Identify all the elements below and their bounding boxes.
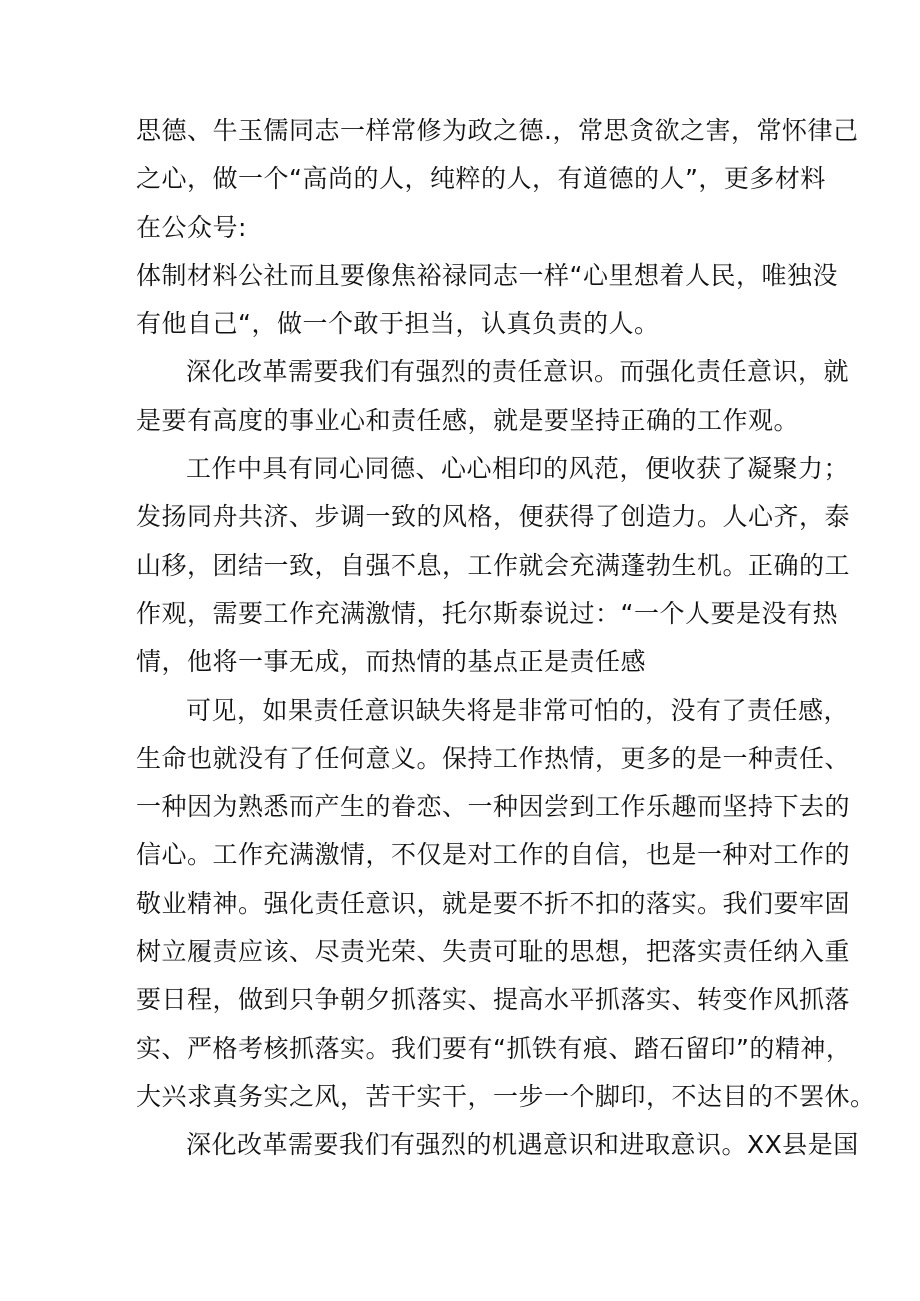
- document-body: [136, 107, 876, 1170]
- text-line: 生命也就没有了任何意义。保持工作热情，更多的是一种责任、: [136, 743, 851, 773]
- text-line: 是要有高度的事业心和责任感，就是要坚持正确的工作观。: [136, 405, 800, 435]
- paragraph-start-line: 深化改革需要我们有强烈的责任意识。而强化责任意识，就: [186, 357, 850, 387]
- text-line: 情，他将一事无成，而热情的基点正是责任感: [136, 647, 647, 677]
- paragraph-start-line: 深化改革需要我们有强烈的机遇意识和进取意识。XX县是国: [186, 1130, 859, 1160]
- text-line: 树立履责应该、尽责光荣、失责可耻的思想，把落实责任纳入重: [136, 937, 851, 967]
- text-line: 体制材料公社而且要像焦裕禄同志一样“心里想着人民，唯独没: [136, 260, 838, 290]
- text-line: 大兴求真务实之风，苦干实干，一步一个脚印，不达目的不罢休。: [136, 1081, 876, 1111]
- text-line: 要日程，做到只争朝夕抓落实、提高水平抓落实、转变作风抓落: [136, 985, 851, 1015]
- text-line: 作观，需要工作充满激情，托尔斯泰说过：“一个人要是没有热: [136, 598, 838, 628]
- text-line: 发扬同舟共济、步调一致的风格，便获得了创造力。人心齐，泰: [136, 502, 851, 532]
- text-line: 敬业精神。强化责任意识，就是要不折不扣的落实。我们要牢固: [136, 888, 851, 918]
- text-line: 有他自己“，做一个敢于担当，认真负责的人。: [136, 309, 660, 339]
- text-line: 山移，团结一致，自强不息，工作就会充满蓬勃生机。正确的工: [136, 550, 851, 580]
- paragraph-start-line: 工作中具有同心同德、心心相印的风范，便收获了凝聚力；: [186, 454, 850, 484]
- text-line: 思德、牛玉儒同志一样常修为政之德.，常思贪欲之害，常怀律己: [136, 116, 859, 145]
- text-line: 实、严格考核抓落实。我们要有“抓铁有痕、踏石留印”的精神，: [136, 1033, 852, 1063]
- paragraph-start-line: 可见，如果责任意识缺失将是非常可怕的，没有了责任感，: [186, 695, 850, 725]
- text-line: 之心，做一个“高尚的人，纯粹的人，有道德的人”，更多材料: [136, 164, 826, 194]
- text-line: 一种因为熟悉而产生的眷恋、一种因尝到工作乐趣而坚持下去的: [136, 792, 851, 822]
- text-line: 信心。工作充满激情，不仅是对工作的自信，也是一种对工作的: [136, 840, 851, 870]
- text-line: 在公众号:: [136, 212, 247, 242]
